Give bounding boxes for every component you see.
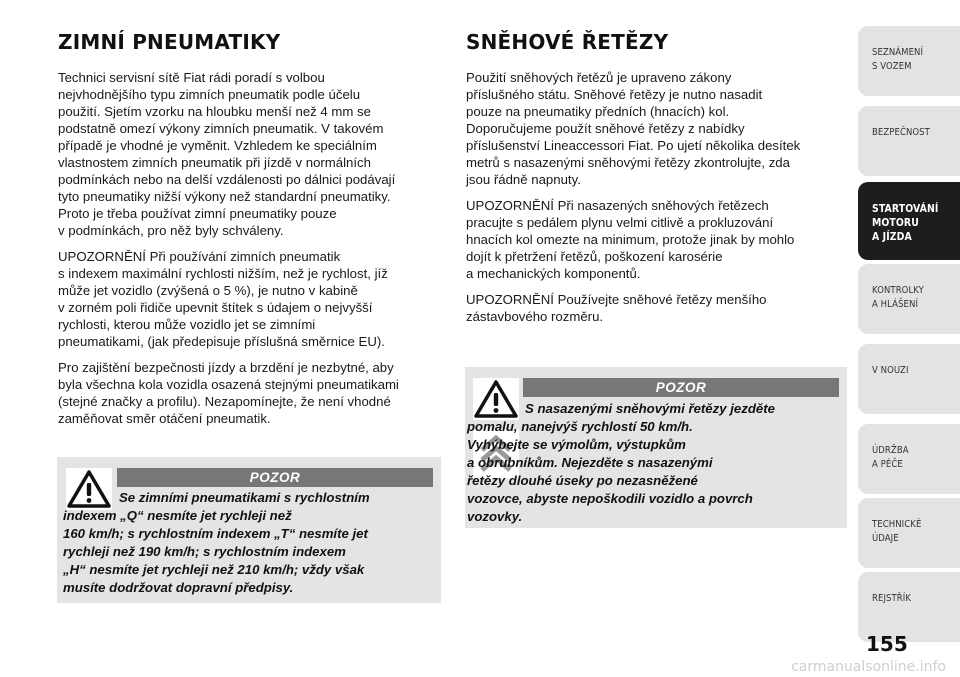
tab-label: V NOUZI	[872, 365, 909, 376]
left-paragraph-1: Technici servisní sítě Fiat rádi poradí s volbou nejvhodnějšího typu zimních pneumatik podle účelu použití. Sjetím vzorku na hloubku menší než 4 mm se podstatně omezí výkony zimních pneumatik. V takovém případě je vhodné je vyměnit. Vzhledem ke speciálním vlastnostem zimních pneumatik při jízdě v normálních podmínkách nebo na delší vzdálenosti po dálnici podávají tyto pneumatiky nižší výkony než standardní pneumatiky. Proto je třeba používat zimní pneumatiky pouze v podmínkách, pro něž byly schváleny.	[58, 70, 396, 238]
left-warning-box	[57, 457, 441, 603]
left-paragraph-2: UPOZORNĚNÍ Při používání zimních pneumatik s indexem maximální rychlosti nižším, než je rychlost, jíž může jet vozidlo (zvýšená o 5 %), je nutno v kabině v zorném poli řidiče upevnit štítek s údajem o nejvyšší rychlosti, kterou může vozidlo jet se zimními pneumatikami, (jak předepisuje příslušná směrnice EU).	[58, 249, 388, 349]
tab-label: ÚDRŽBA A PÉČE	[872, 445, 909, 470]
tab-v-nouzi[interactable]	[858, 344, 960, 414]
right-paragraph-1: Použití sněhových řetězů je upraveno zákony příslušného státu. Sněhové řetězy je nutno nasadit pouze na pneumatiky předních (hnacích) kol. Doporučujeme použít sněhové řetězy z nabídky příslušenství Lineaccessori Fiat. Po ujetí několika desítek metrů s nasazenými sněhovými řetězy zkontrolujte, zda jsou řádně napnuty.	[466, 70, 801, 187]
right-warning-box	[465, 367, 847, 528]
right-section-title: SNĚHOVÉ ŘETĚZY	[466, 30, 669, 54]
right-paragraph-3: UPOZORNĚNÍ Používejte sněhové řetězy menšího zástavbového rozměru.	[466, 292, 767, 324]
right-section-body	[466, 69, 846, 334]
left-warning-text: Se zimními pneumatikami s rychlostním indexem „Q“ nesmíte jet rychleji než 160 km/h; s rychlostním indexem „T“ nesmíte jet rychleji než 190 km/h; s rychlostním indexem „H“ nesmíte jet rychleji než 210 km/h; vždy však musíte dodržovat dopravní předpisy.	[63, 490, 370, 595]
right-paragraph-2: UPOZORNĚNÍ Při nasazených sněhových řetězech pracujte s pedálem plynu velmi citlivě a prokluzování hnacích kol omezte na minimum, protože jinak by mohlo dojít k přetržení řetězů, poškození karosérie a mechanických komponentů.	[466, 198, 795, 281]
left-warning-label: POZOR	[117, 468, 433, 487]
left-paragraph-3: Pro zajištění bezpečnosti jízdy a brzdění je nezbytné, aby byla všechna kola vozidla osazená stejnými pneumatikami (stejné značky a profilu). Nezapomínejte, že není vhodné zaměňovat směr otáčení pneumatik.	[58, 360, 399, 426]
right-warning-label: POZOR	[523, 378, 839, 397]
tab-technicke-udaje[interactable]	[858, 498, 960, 568]
right-warning-text: S nasazenými sněhovými řetězy jezděte pomalu, nanejvýš rychlostí 50 km/h. Vyhýbejte se výmolům, výstupkům a obrubníkům. Nejezděte s nasazenými řetězy dlouhé úseky po nezasněžené vozovce, abyste nepoškodili vozidlo a povrch vozovky.	[467, 401, 775, 524]
tab-label: STARTOVÁNÍ MOTORU A JÍZDA	[872, 202, 939, 243]
tab-label: TECHNICKÉ ÚDAJE	[872, 519, 922, 544]
tab-udrzba-a-pece[interactable]	[858, 424, 960, 494]
tab-bezpecnost[interactable]	[858, 106, 960, 176]
page-number: 155	[866, 632, 908, 656]
tab-label: SEZNÁMENÍ S VOZEM	[872, 47, 924, 72]
left-section-body	[58, 69, 448, 436]
watermark: carmanualsonline.info	[791, 659, 946, 675]
left-section-title: ZIMNÍ PNEUMATIKY	[58, 30, 281, 54]
tab-startovani-motoru-a-jizda[interactable]	[858, 182, 960, 260]
tab-label: KONTROLKY A HLÁŠENÍ	[872, 285, 924, 310]
chapter-sidebar	[858, 26, 960, 636]
tab-label: BEZPEČNOST	[872, 127, 930, 138]
tab-kontrolky-a-hlaseni[interactable]	[858, 264, 960, 334]
tab-seznameni-s-vozem[interactable]	[858, 26, 960, 96]
tab-label: REJSTŘÍK	[872, 593, 912, 604]
